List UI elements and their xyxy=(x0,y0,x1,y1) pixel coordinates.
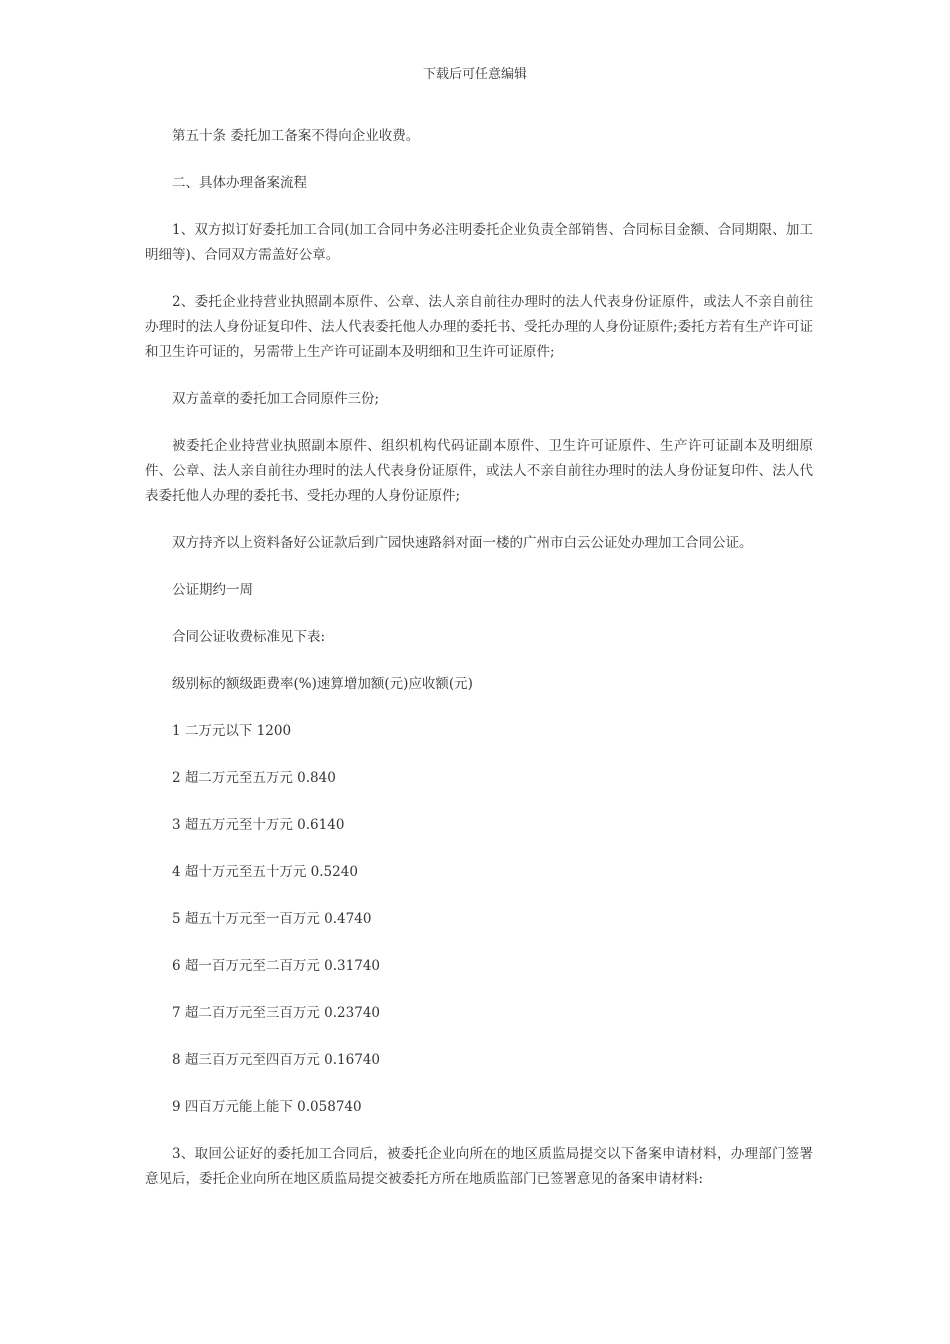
fee-table-row: 8 超三百万元至四百万元 0.16740 xyxy=(172,1052,380,1068)
paragraph-notarization-period: 公证期约一周 xyxy=(172,582,253,598)
fee-table-row: 4 超十万元至五十万元 0.5240 xyxy=(172,864,358,880)
paragraph-step-1: 1、双方拟订好委托加工合同(加工合同中务必注明委托企业负责全部销售、合同标目金额、合同期限、加工明细等)、合同双方需盖好公章。 xyxy=(145,222,813,263)
paragraph-entrusted-materials: 被委托企业持营业执照副本原件、组织机构代码证副本原件、卫生许可证原件、生产许可证副本及明细原件、公章、法人亲自前往办理时的法人代表身份证原件，或法人不亲自前往办理时的法人身份证复印件、法人代表委托他人办理的委托书、受托办理的人身份证原件; xyxy=(145,438,813,504)
paragraph-contract-copies: 双方盖章的委托加工合同原件三份; xyxy=(172,391,380,407)
fee-table-row: 3 超五万元至十万元 0.6140 xyxy=(172,817,345,833)
page-header-note: 下载后可任意编辑 xyxy=(422,67,527,82)
fee-table-row: 6 超一百万元至二百万元 0.31740 xyxy=(172,958,380,974)
paragraph-step-2: 2、委托企业持营业执照副本原件、公章、法人亲自前往办理时的法人代表身份证原件，或法人不亲自前往办理时的法人身份证复印件、法人代表委托他人办理的委托书、受托办理的人身份证原件;委托方若有生产许可证和卫生许可证的，另需带上生产许可证副本及明细和卫生许可证原件; xyxy=(145,294,813,360)
fee-table-header: 级别标的额级距费率(%)速算增加额(元)应收额(元) xyxy=(172,676,473,692)
paragraph-notarization: 双方持齐以上资料备好公证款后到广园快速路斜对面一楼的广州市白云公证处办理加工合同公证。 xyxy=(172,535,753,551)
fee-table-row: 1 二万元以下 1200 xyxy=(172,723,292,739)
paragraph-step-3: 3、取回公证好的委托加工合同后，被委托企业向所在的地区质监局提交以下备案申请材料，办理部门签署意见后，委托企业向所在地区质监局提交被委托方所在地质监部门已签署意见的备案申请材料: xyxy=(145,1146,813,1187)
document-body xyxy=(145,124,813,1214)
fee-table-row: 5 超五十万元至一百万元 0.4740 xyxy=(172,911,372,927)
fee-table-row: 2 超二万元至五万元 0.840 xyxy=(172,770,336,786)
fee-table-row: 7 超二百万元至三百万元 0.23740 xyxy=(172,1005,380,1021)
section-heading-procedure: 二、具体办理备案流程 xyxy=(172,175,307,191)
fee-table-row: 9 四百万元能上能下 0.058740 xyxy=(172,1099,362,1115)
paragraph-article-50: 第五十条 委托加工备案不得向企业收费。 xyxy=(172,128,420,144)
paragraph-fee-table-intro: 合同公证收费标准见下表: xyxy=(172,629,326,645)
